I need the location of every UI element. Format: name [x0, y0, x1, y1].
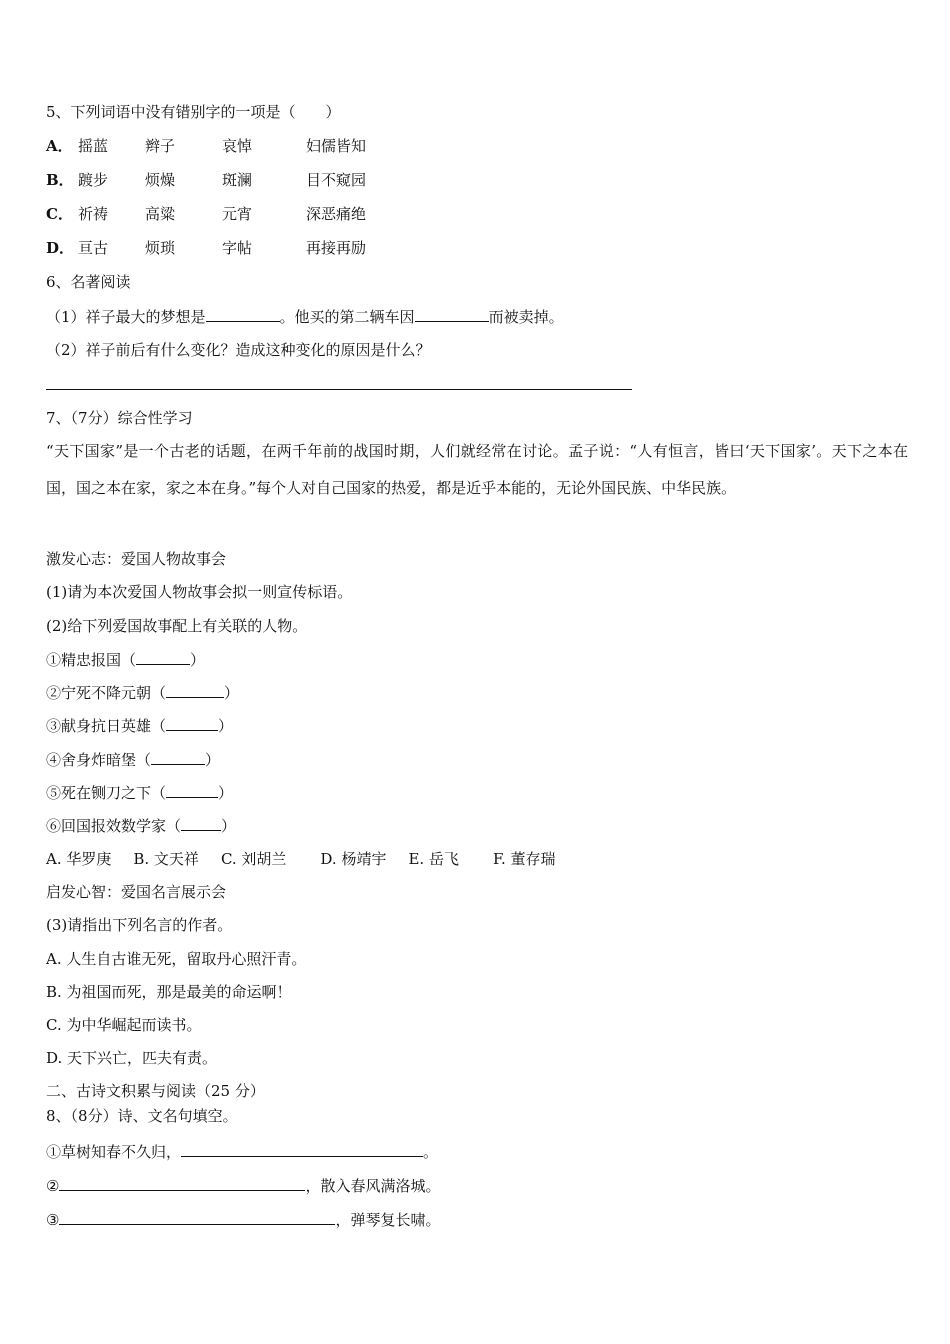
option-word: 亘古 — [78, 239, 109, 257]
story-item — [46, 749, 220, 770]
answer-blank[interactable] — [151, 749, 205, 765]
answer-blank[interactable] — [181, 815, 221, 831]
answer-blank[interactable] — [166, 682, 224, 698]
person-option: C. 刘胡兰 — [220, 850, 287, 868]
fill-text: ①草树知春不久归， — [46, 1143, 182, 1161]
option-word: 妇儒皆知 — [306, 137, 367, 155]
story-end: ） — [218, 717, 234, 735]
q7-section1: 激发心志：爱国人物故事会 — [46, 550, 227, 568]
story-end: ） — [221, 817, 237, 835]
option-label: C． — [46, 205, 73, 223]
answer-blank[interactable] — [181, 1141, 423, 1157]
story-item — [46, 682, 239, 703]
person-option: A. 华罗庚 — [46, 850, 112, 868]
q6-part1 — [46, 306, 564, 327]
option-word: 高粱 — [145, 205, 176, 223]
q5-option-a — [46, 136, 366, 156]
q6-part1-text-b: 。他买的第二辆车因 — [279, 308, 415, 326]
story-item — [46, 815, 236, 836]
option-word: 字帖 — [222, 239, 253, 257]
option-word: 烦琐 — [145, 239, 176, 257]
answer-blank[interactable] — [415, 306, 489, 322]
fill-text: ，散入春风满洛城。 — [305, 1177, 441, 1195]
q6-part2: （2）祥子前后有什么变化？造成这种变化的原因是什么？ — [46, 341, 431, 359]
person-option: F. 董存瑞 — [492, 850, 556, 868]
q6-part1-text-c: 而被卖掉。 — [488, 308, 564, 326]
answer-blank[interactable] — [136, 649, 190, 665]
story-item — [46, 649, 205, 670]
story-text: ④舍身炸暗堡（ — [46, 751, 152, 769]
quote-item: C. 为中华崛起而读书。 — [46, 1016, 202, 1034]
story-end: ） — [224, 684, 240, 702]
story-item — [46, 715, 233, 736]
option-word: 斑澜 — [222, 171, 253, 189]
q7-sub2: (2)给下列爱国故事配上有关联的人物。 — [46, 617, 308, 635]
answer-blank[interactable] — [166, 782, 218, 798]
quote-item: A. 人生自古谁无死，留取丹心照汗青。 — [46, 950, 307, 968]
q8-title: 8、（8分）诗、文名句填空。 — [46, 1107, 238, 1125]
story-text: ①精忠报国（ — [46, 651, 137, 669]
story-end: ） — [205, 751, 221, 769]
option-label: D． — [46, 239, 75, 257]
story-text: ③献身抗日英雄（ — [46, 717, 167, 735]
story-text: ②宁死不降元朝（ — [46, 684, 167, 702]
option-label: B． — [46, 171, 74, 189]
story-item — [46, 782, 233, 803]
q5-option-d — [46, 238, 366, 258]
fill-item — [46, 1209, 440, 1230]
option-word: 目不窥园 — [306, 171, 367, 189]
q6-part1-text-a: （1）祥子最大的梦想是 — [46, 308, 206, 326]
q6-title: 6、名著阅读 — [46, 273, 131, 291]
quote-item: B. 为祖国而死，那是最美的命运啊！ — [46, 983, 292, 1001]
option-word: 辫子 — [145, 137, 176, 155]
option-word: 元宵 — [222, 205, 253, 223]
fill-text: ，弹琴复长啸。 — [335, 1211, 441, 1229]
answer-line[interactable] — [46, 389, 632, 390]
q7-title: 7、（7分）综合性学习 — [46, 409, 193, 427]
story-end: ） — [190, 651, 206, 669]
story-text: ⑤死在铡刀之下（ — [46, 784, 167, 802]
person-option: E. 岳飞 — [408, 850, 459, 868]
fill-text: 。 — [423, 1143, 439, 1161]
option-word: 踱步 — [78, 171, 109, 189]
person-option: B. 文天祥 — [133, 850, 199, 868]
q7-sub1: (1)请为本次爱国人物故事会拟一则宣传标语。 — [46, 583, 353, 601]
story-text: ⑥回国报效数学家（ — [46, 817, 182, 835]
answer-blank[interactable] — [59, 1209, 335, 1225]
answer-blank[interactable] — [206, 306, 280, 322]
story-end: ） — [218, 784, 234, 802]
option-word: 再接再励 — [306, 239, 367, 257]
fill-text: ② — [46, 1177, 60, 1195]
people-list — [46, 849, 578, 869]
option-word: 摇蓝 — [78, 137, 109, 155]
option-word: 哀悼 — [222, 137, 253, 155]
option-label: A． — [46, 137, 73, 155]
option-word: 祈祷 — [78, 205, 109, 223]
option-word: 深恶痛绝 — [306, 205, 367, 223]
q5-option-b — [46, 170, 366, 190]
option-word: 烦燥 — [145, 171, 176, 189]
fill-item — [46, 1141, 438, 1162]
q7-intro: “天下国家”是一个古老的话题，在两千年前的战国时期，人们就经常在讨论。孟子说：“人有恒言，皆曰‘天下国家’。天下之本在国，国之本在家，家之本在身。”每个人对自己国家的热爱，都是近乎本能的，无论外国民族、中华民族。 — [46, 442, 908, 497]
section-heading: 二、古诗文积累与阅读（25 分） — [46, 1082, 265, 1100]
fill-item — [46, 1175, 440, 1196]
answer-blank[interactable] — [59, 1175, 305, 1191]
q7-section2: 启发心智：爱国名言展示会 — [46, 883, 227, 901]
q5-title: 5、下列词语中没有错别字的一项是（ ） — [46, 103, 341, 121]
fill-text: ③ — [46, 1211, 60, 1229]
answer-blank[interactable] — [166, 715, 218, 731]
q5-option-c — [46, 204, 366, 224]
quote-item: D. 天下兴亡，匹夫有责。 — [46, 1049, 218, 1067]
person-option: D. 杨靖宇 — [320, 850, 387, 868]
q7-sub3: (3)请指出下列名言的作者。 — [46, 916, 233, 934]
